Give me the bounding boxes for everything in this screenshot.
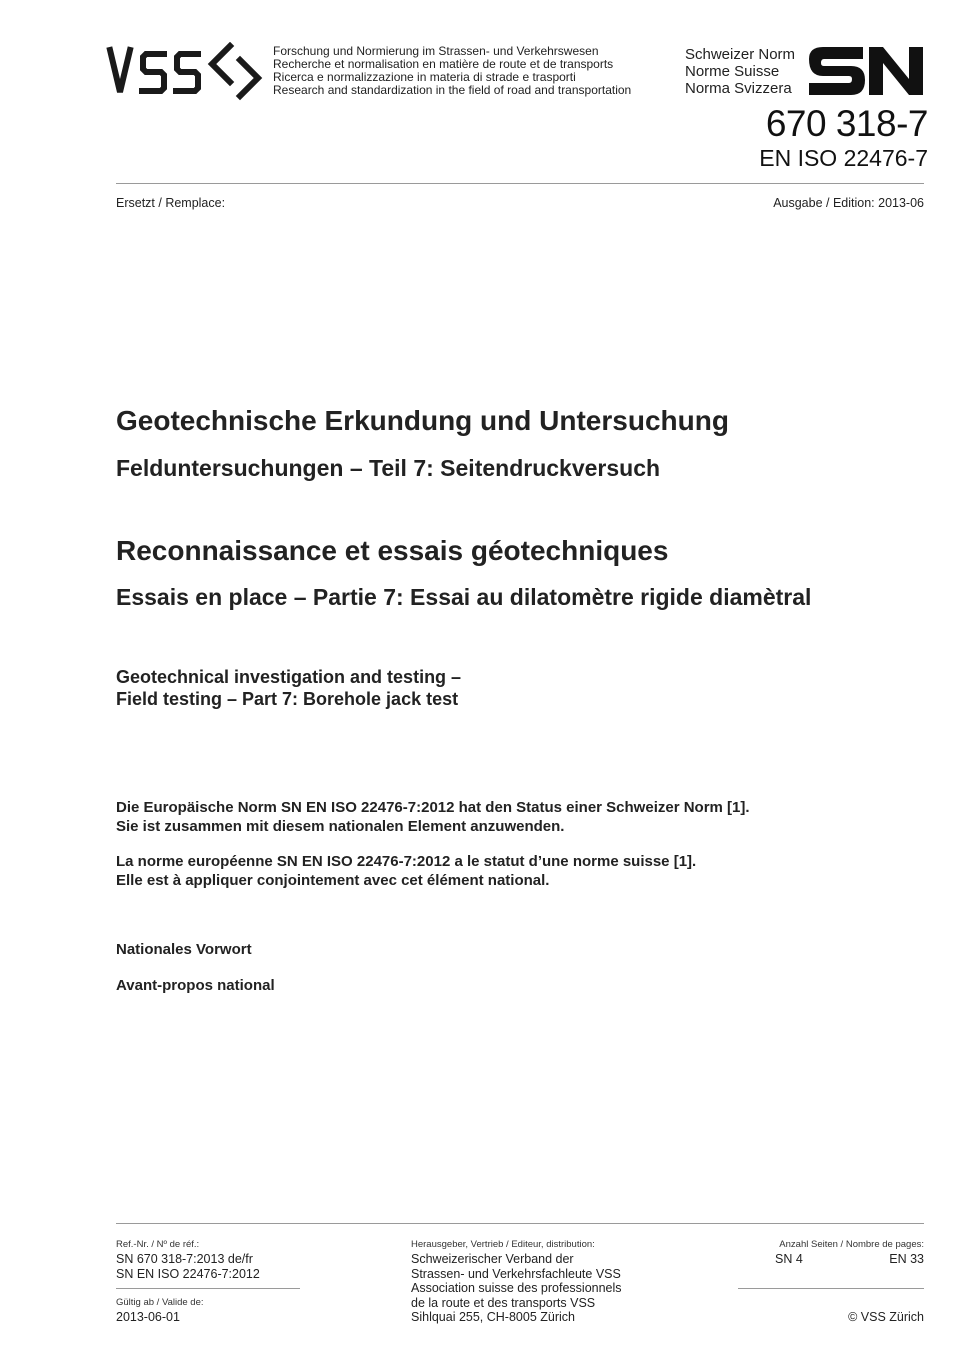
status-line: Elle est à appliquer conjointement avec cet élément national. xyxy=(116,872,550,889)
page-count-en: EN 33 xyxy=(889,1252,924,1266)
title-german: Geotechnische Erkundung und Untersuchung xyxy=(116,405,729,436)
publisher-label: Herausgeber, Vertrieb / Editeur, distribution: xyxy=(411,1239,595,1250)
iso-number: EN ISO 22476-7 xyxy=(759,145,928,171)
title-english-line: Geotechnical investigation and testing – xyxy=(116,667,462,687)
title-english xyxy=(116,666,461,710)
org-line-it: Ricerca e normalizzazione in materia di strade e trasporti xyxy=(273,70,576,84)
page-count-sn: SN 4 xyxy=(775,1252,803,1266)
copyright-notice: © VSS Zürich xyxy=(848,1310,924,1324)
subtitle-french: Essais en place – Partie 7: Essai au dilatomètre rigide diamètral xyxy=(116,584,812,610)
norm-label-de: Schweizer Norm xyxy=(685,46,796,63)
replaces-label: Ersetzt / Remplace: xyxy=(116,196,226,210)
reference-divider xyxy=(116,1288,300,1289)
sn-logo xyxy=(807,45,925,97)
valid-from-label: Gültig ab / Valide de: xyxy=(116,1297,204,1308)
reference-number: SN 670 318-7:2013 de/fr xyxy=(116,1252,253,1266)
publisher-address xyxy=(411,1252,622,1325)
reference-numbers xyxy=(116,1252,260,1281)
publisher-line: Schweizerischer Verband der xyxy=(411,1252,574,1266)
section-heading-foreword-french: Avant-propos national xyxy=(116,977,275,994)
status-line: Die Europäische Norm SN EN ISO 22476-7:2012 hat den Status einer Schweizer Norm [1]. xyxy=(116,799,750,816)
publisher-line: Sihlquai 255, CH-8005 Zürich xyxy=(411,1310,575,1324)
norm-type-labels xyxy=(685,46,795,97)
page-count-divider xyxy=(738,1288,924,1289)
org-line-fr: Recherche et normalisation en matière de route et de transports xyxy=(273,57,614,71)
publisher-line: Association suisse des professionnels xyxy=(411,1281,622,1295)
reference-label: Ref.-Nr. / Nº de réf.: xyxy=(116,1239,200,1250)
vss-logo xyxy=(106,42,266,102)
title-french: Reconnaissance et essais géotechniques xyxy=(116,535,669,566)
status-line: La norme européenne SN EN ISO 22476-7:2012 a le statut d’une norme suisse [1]. xyxy=(116,853,697,870)
status-line: Sie ist zusammen mit diesem nationalen Element anzuwenden. xyxy=(116,818,565,835)
section-heading-foreword-german: Nationales Vorwort xyxy=(116,941,252,958)
title-english-line: Field testing – Part 7: Borehole jack test xyxy=(116,689,459,709)
header-divider xyxy=(116,183,924,184)
org-line-en: Research and standardization in the field of road and transportation xyxy=(273,83,632,97)
status-statement-german xyxy=(116,798,750,836)
publisher-line: de la route et des transports VSS xyxy=(411,1295,596,1310)
page-count-label: Anzahl Seiten / Nombre de pages: xyxy=(779,1239,924,1250)
subtitle-german: Felduntersuchungen – Teil 7: Seitendruckversuch xyxy=(116,455,661,481)
edition-label: Ausgabe / Edition: 2013-06 xyxy=(773,196,924,210)
status-statement-french xyxy=(116,852,696,890)
norm-label-fr: Norme Suisse xyxy=(685,63,780,80)
reference-number: SN EN ISO 22476-7:2012 xyxy=(116,1266,260,1281)
footer-divider xyxy=(116,1223,924,1224)
org-line-de: Forschung und Normierung im Strassen- und Verkehrswesen xyxy=(273,44,599,58)
valid-from-date: 2013-06-01 xyxy=(116,1310,180,1324)
publisher-line: Strassen- und Verkehrsfachleute VSS xyxy=(411,1266,621,1281)
norm-label-it: Norma Svizzera xyxy=(685,80,792,97)
norm-number: 670 318-7 xyxy=(765,103,928,144)
organization-description xyxy=(273,45,631,97)
